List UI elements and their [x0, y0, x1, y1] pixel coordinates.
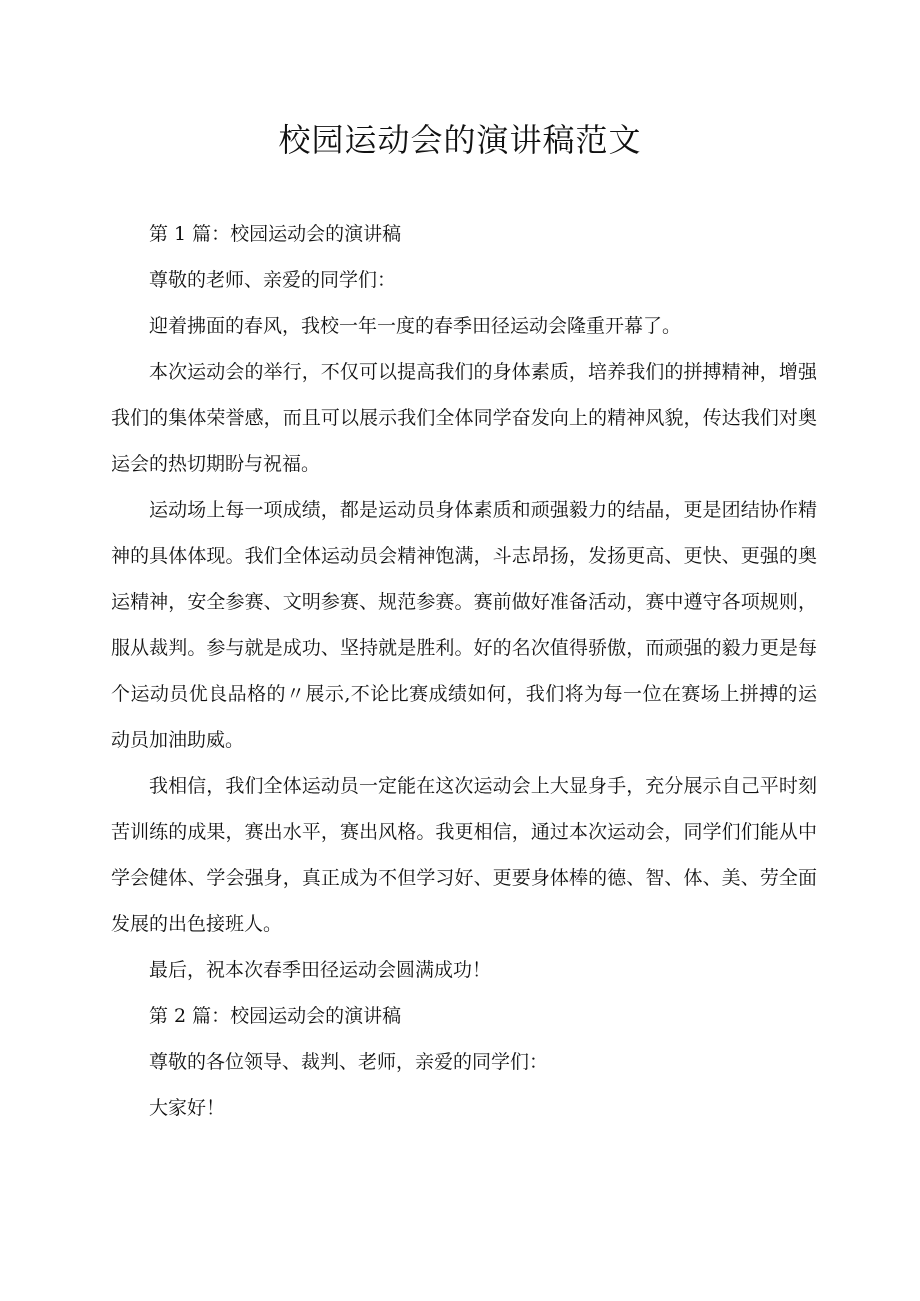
- paragraph: 第 2 篇：校园运动会的演讲稿: [149, 1005, 402, 1027]
- paragraph: 最后，祝本次春季田径运动会圆满成功！: [149, 959, 492, 981]
- paragraph: 运动场上每一项成绩，都是运动员身体素质和顽强毅力的结晶，更是团结协作精神的具体体现。我们全体运动员会精神饱满，斗志昂扬，发扬更高、更快、更强的奥运精神，安全参赛、文明参赛、规范参赛。赛前做好准备活动，赛中遵守各项规则，服从裁判。参与就是成功、坚持就是胜利。好的名次值得骄傲，而顽强的毅力更是每个运动员优良品格的〃展示,不论比赛成绩如何，我们将为每一位在赛场上拼搏的运动员加油助威。: [111, 499, 817, 751]
- paragraph: 大家好！: [149, 1097, 226, 1119]
- document-body: [111, 211, 817, 1131]
- paragraph: 本次运动会的举行，不仅可以提高我们的身体素质，培养我们的拼搏精神，增强我们的集体荣誉感，而且可以展示我们全体同学奋发向上的精神风貌，传达我们对奥运会的热切期盼与祝福。: [111, 361, 817, 475]
- paragraph: 尊敬的各位领导、裁判、老师，亲爱的同学们：: [149, 1051, 549, 1073]
- paragraph: 尊敬的老师、亲爱的同学们：: [149, 269, 397, 291]
- paragraph: 迎着拂面的春风，我校一年一度的春季田径运动会隆重开幕了。: [149, 315, 682, 337]
- paragraph: 第 1 篇：校园运动会的演讲稿: [149, 223, 402, 245]
- paragraph: 我相信，我们全体运动员一定能在这次运动会上大显身手，充分展示自己平时刻苦训练的成果，赛出水平，赛出风格。我更相信，通过本次运动会，同学们们能从中学会健体、学会强身，真正成为不但学习好、更要身体棒的德、智、体、美、劳全面发展的出色接班人。: [111, 775, 817, 935]
- document-title: 校园运动会的演讲稿范文: [278, 121, 642, 159]
